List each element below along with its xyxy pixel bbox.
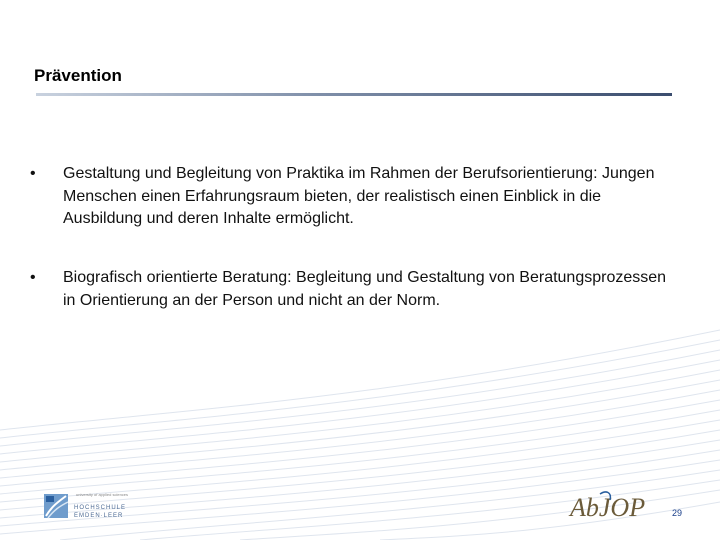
page-number: 29 xyxy=(672,508,683,518)
hochschule-logo-tagline: university of applied sciences xyxy=(76,492,129,497)
hochschule-logo-name: HOCHSCHULE EMDEN·LEER xyxy=(74,505,127,519)
title-underline xyxy=(36,93,672,96)
bullet-text: Biografisch orientierte Beratung: Begleitung und Gestaltung von Beratungsprozessen in Orientierung an der Person und nicht an der Norm. xyxy=(63,269,667,309)
bullet-marker: • xyxy=(30,269,36,286)
bullet-marker: • xyxy=(30,165,36,182)
abjop-logo xyxy=(566,486,666,526)
bullet-text: Gestaltung und Begleitung von Praktika im Rahmen der Berufsorientierung: Jungen Menschen einen Erfahrungsraum bieten, der realistisch einen Einblick in die Ausbildung und deren Inhalte ermöglicht. xyxy=(63,165,655,227)
abjop-logo-text: AbJOP xyxy=(570,493,646,522)
bullet-item xyxy=(30,163,670,231)
slide-title: Prävention xyxy=(34,66,122,85)
